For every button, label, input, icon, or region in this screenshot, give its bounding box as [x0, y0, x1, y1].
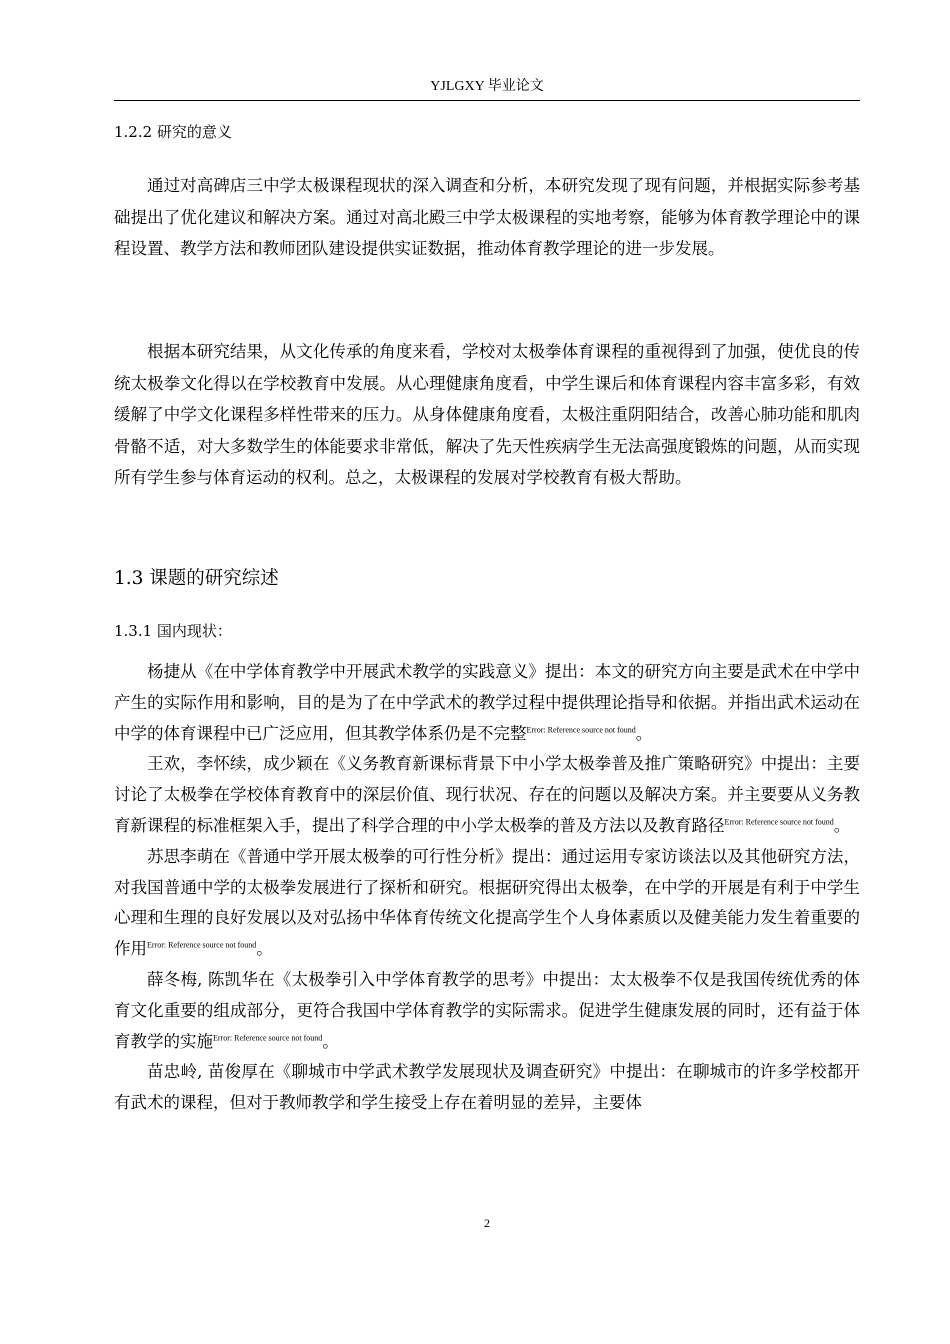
review-text: 苗忠岭, 苗俊厚在《聊城市中学武术教学发展现状及调查研究》中提出：在聊城市的许多学校都开有武术的课程，但对于教师教学和学生接受上存在着明显的差异，主要体 [114, 1062, 860, 1113]
review-text: 王欢，李怀续，成少颖在《义务教育新课标背景下中小学太极拳普及推广策略研究》中提出：主要讨论了太极拳在学校体育教育中的深层价值、现行状况、存在的问题以及解决方案。并主要要从义务教育新课程的标准框架入手，提出了科学合理的中小学太极拳的普及方法以及教育路径 [114, 754, 860, 835]
paragraph-significance-1: 通过对高碑店三中学太极课程现状的深入调查和分析，本研究发现了现有问题，并根据实际参考基础提出了优化建议和解决方案。通过对高北殿三中学太极课程的实地考察，能够为体育教学理论中的课程设置、教学方法和教师团队建设提供实证数据，推动体育教学理论的进一步发展。 [114, 176, 860, 258]
review-text: 苏思李萌在《普通中学开展太极拳的可行性分析》提出：通过运用专家访谈法以及其他研究方法，对我国普通中学的太极拳发展进行了探析和研究。根据研究得出太极拳，在中学的开展是有利于中学生心理和生理的良好发展以及对弘扬中华体育传统文化提高学生个人身体素质以及健美能力发生着重要的作用 [114, 846, 860, 959]
running-header: YJLGXY 毕业论文 [430, 79, 544, 94]
citation-error: Error: Reference source not found [147, 940, 257, 950]
citation-error: Error: Reference source not found [213, 1033, 323, 1043]
review-text: 薛冬梅, 陈凯华在《太极拳引入中学体育教学的思考》中提出：太太极拳不仅是我国传统优秀的体育文化重要的组成部分，更符合我国中学体育教学的实际需求。促进学生健康发展的同时，还有益于体育教学的实施 [114, 969, 860, 1051]
header-rule [114, 100, 860, 101]
review-paragraph [114, 842, 860, 965]
review-paragraph [114, 1057, 860, 1119]
heading-1-3: 1.3 课题的研究综述 [114, 568, 279, 589]
review-paragraph [114, 965, 860, 1057]
sentence-end: 。 [833, 815, 851, 835]
sentence-end: 。 [635, 723, 653, 743]
citation-error: Error: Reference source not found [724, 817, 834, 827]
review-text: 杨捷从《在中学体育教学中开展武术教学的实践意义》提出：本文的研究方向主要是武术在中学中产生的实际作用和影响，目的是为了在中学武术的教学过程中提供理论指导和依据。并指出武术运动在中学的体育课程中已广泛应用，但其教学体系仍是不完整 [114, 662, 860, 743]
citation-error: Error: Reference source not found [526, 725, 636, 735]
sentence-end: 。 [322, 1031, 339, 1051]
heading-1-3-1: 1.3.1 国内现状： [114, 622, 232, 640]
review-paragraph [114, 749, 860, 841]
paragraph-significance-2: 根据本研究结果，从文化传承的角度来看，学校对太极拳体育课程的重视得到了加强，使优良的传统太极拳文化得以在学校教育中发展。从心理健康角度看，中学生课后和体育课程内容丰富多彩，有效缓解了中学文化课程多样性带来的压力。从身体健康角度看，太极注重阴阳结合，改善心肺功能和肌肉骨骼不适，对大多数学生的体能要求非常低，解决了先天性疾病学生无法高强度锻炼的问题，从而实现所有学生参与体育运动的权利。总之，太极课程的发展对学校教育有极大帮助。 [114, 342, 860, 487]
page-number: 2 [484, 1216, 490, 1230]
review-paragraph [114, 657, 860, 749]
literature-review [114, 657, 860, 1119]
heading-1-2-2: 1.2.2 研究的意义 [114, 123, 232, 141]
sentence-end: 。 [256, 939, 273, 959]
